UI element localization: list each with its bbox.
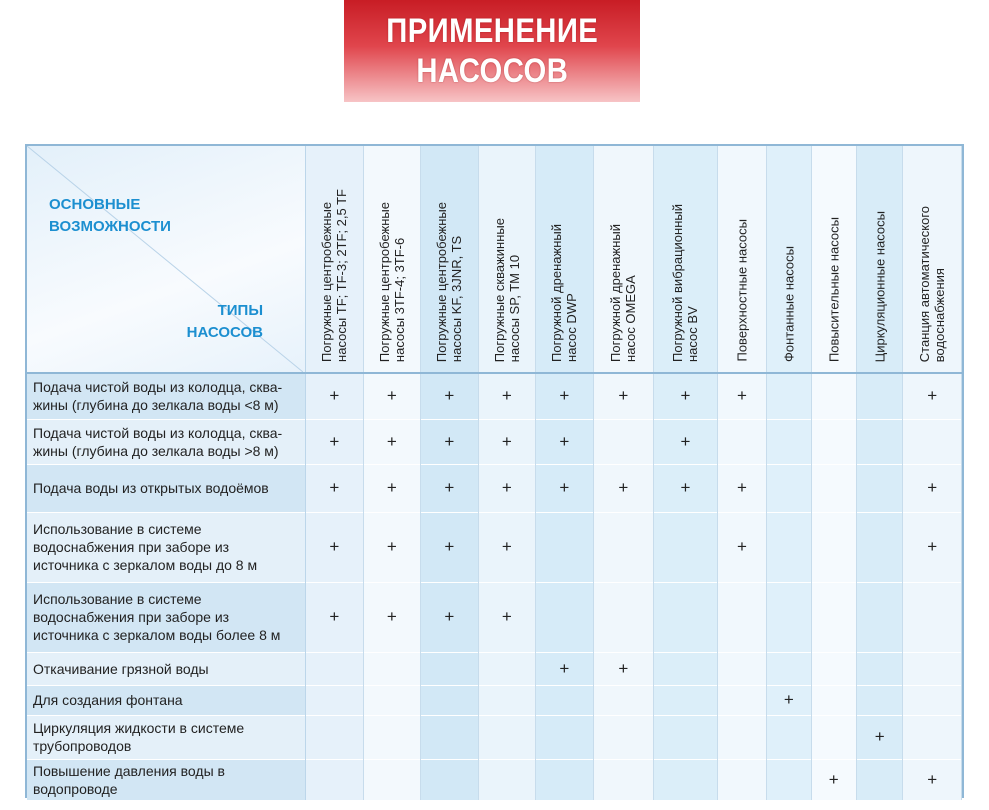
table-cell: + (903, 464, 962, 512)
table-cell (811, 373, 856, 419)
table-cell (654, 759, 718, 800)
table-cell (536, 715, 594, 759)
table-cell (421, 685, 479, 715)
table-cell: + (306, 512, 364, 582)
table-cell: + (717, 373, 766, 419)
table-cell: + (306, 419, 364, 464)
table-cell (856, 759, 902, 800)
column-header-label: Повысительные насосы (826, 216, 842, 362)
column-header (421, 146, 479, 373)
table-cell (421, 715, 479, 759)
table-cell (717, 419, 766, 464)
table-cell: + (421, 582, 479, 652)
table-cell: + (903, 373, 962, 419)
row-label: Для создания фонтана (27, 685, 306, 715)
table-row (27, 652, 962, 685)
table-cell: + (767, 685, 811, 715)
table-cell (903, 419, 962, 464)
table-cell (767, 512, 811, 582)
table-cell (593, 759, 654, 800)
table-cell (478, 715, 536, 759)
table (27, 146, 962, 800)
column-header-label: Станция автоматического водоснабжения (917, 205, 948, 362)
table-row (27, 582, 962, 652)
table-cell: + (593, 373, 654, 419)
table-cell: + (536, 373, 594, 419)
table-cell: + (903, 512, 962, 582)
table-cell (717, 685, 766, 715)
title-line-2: НАСОСОВ (416, 52, 568, 90)
row-label: Использование в системе водоснабжения при заборе из источника с зеркалом воды более 8 м (27, 582, 306, 652)
table-cell (306, 759, 364, 800)
table-cell: + (421, 464, 479, 512)
table-cell (811, 652, 856, 685)
table-cell: + (478, 512, 536, 582)
row-label: Подача воды из открытых водоёмов (27, 464, 306, 512)
column-header-label: Погружные скважинные насосы SP, TM 10 (491, 217, 522, 362)
corner-top-label (49, 194, 171, 238)
table-cell (856, 512, 902, 582)
table-body (27, 373, 962, 800)
table-cell: + (536, 464, 594, 512)
table-cell: + (717, 464, 766, 512)
table-cell: + (478, 419, 536, 464)
table-cell (306, 715, 364, 759)
table-cell (811, 512, 856, 582)
table-cell: + (363, 373, 421, 419)
row-label: Циркуляция жидкости в системе трубопроводов (27, 715, 306, 759)
corner-bottom-line-1: ТИПЫ (217, 302, 264, 319)
table-cell (306, 685, 364, 715)
table-cell: + (421, 512, 479, 582)
table-cell (536, 759, 594, 800)
table-cell (717, 582, 766, 652)
table-cell (856, 464, 902, 512)
table-cell (903, 582, 962, 652)
table-row (27, 715, 962, 759)
table-cell: + (306, 464, 364, 512)
table-cell: + (478, 464, 536, 512)
table-row (27, 759, 962, 800)
table-cell: + (421, 373, 479, 419)
table-cell: + (654, 373, 718, 419)
corner-top-line-1: ОСНОВНЫЕ (49, 196, 141, 213)
table-cell (536, 582, 594, 652)
table-cell (593, 512, 654, 582)
table-cell: + (363, 419, 421, 464)
table-cell: + (654, 419, 718, 464)
table-cell (306, 652, 364, 685)
column-header (363, 146, 421, 373)
pump-application-table (25, 144, 964, 798)
table-cell (856, 652, 902, 685)
table-cell (717, 715, 766, 759)
row-label: Откачивание грязной воды (27, 652, 306, 685)
table-cell (767, 419, 811, 464)
table-cell (536, 685, 594, 715)
table-cell (767, 582, 811, 652)
table-cell (856, 582, 902, 652)
column-header (306, 146, 364, 373)
corner-header (27, 146, 306, 373)
table-cell (478, 652, 536, 685)
table-cell: + (654, 464, 718, 512)
table-cell (363, 715, 421, 759)
corner-bottom-label (187, 300, 263, 344)
table-cell (654, 715, 718, 759)
row-label: Подача чистой воды из колодца, сква- жины (глубина до зелкала воды >8 м) (27, 419, 306, 464)
table-cell (856, 373, 902, 419)
corner-top-line-2: ВОЗМОЖНОСТИ (49, 218, 171, 235)
column-header-label: Циркуляционные насосы (872, 210, 888, 362)
table-cell: + (593, 652, 654, 685)
table-cell: + (478, 373, 536, 419)
column-header-label: Погружной вибрационный насос BV (670, 204, 701, 362)
table-cell (811, 685, 856, 715)
table-cell (856, 419, 902, 464)
table-cell: + (363, 582, 421, 652)
table-cell (654, 582, 718, 652)
table-cell (767, 715, 811, 759)
table-cell: + (593, 464, 654, 512)
column-header (717, 146, 766, 373)
table-cell (811, 419, 856, 464)
table-cell (856, 685, 902, 715)
table-cell (654, 685, 718, 715)
column-header-label: Погружные центробежные насосы TF; TF-3; 2TF; 2,5 TF (319, 189, 350, 362)
column-header-label: Фонтанные насосы (781, 245, 797, 362)
table-cell (421, 759, 479, 800)
table-cell (363, 759, 421, 800)
table-cell (593, 715, 654, 759)
table-cell (478, 685, 536, 715)
table-cell (903, 715, 962, 759)
table-cell (767, 759, 811, 800)
table-cell (903, 685, 962, 715)
table-row (27, 685, 962, 715)
column-header (903, 146, 962, 373)
table-cell (903, 652, 962, 685)
column-header-label: Погружной дренажный насос OMEGA (608, 224, 639, 362)
table-cell (654, 652, 718, 685)
table-cell (593, 685, 654, 715)
title-banner (344, 0, 640, 102)
table-row (27, 419, 962, 464)
column-header (654, 146, 718, 373)
table-cell (811, 715, 856, 759)
table-cell: + (536, 652, 594, 685)
row-label: Подача чистой воды из колодца, сква- жины (глубина до зелкала воды <8 м) (27, 373, 306, 419)
table-cell (363, 652, 421, 685)
table-cell (717, 652, 766, 685)
table-cell (767, 373, 811, 419)
table-cell: + (811, 759, 856, 800)
table-cell: + (306, 582, 364, 652)
column-header (536, 146, 594, 373)
table-cell (654, 512, 718, 582)
column-header-label: Поверхностные насосы (734, 219, 750, 362)
table-cell (767, 652, 811, 685)
table-cell: + (536, 419, 594, 464)
column-header (767, 146, 811, 373)
table-cell (478, 759, 536, 800)
column-header (593, 146, 654, 373)
table-cell (811, 464, 856, 512)
corner-bottom-line-2: НАСОСОВ (186, 324, 264, 341)
table-cell (811, 582, 856, 652)
table-cell: + (306, 373, 364, 419)
table-cell (593, 582, 654, 652)
table-cell (421, 652, 479, 685)
table-cell: + (421, 419, 479, 464)
table-cell: + (903, 759, 962, 800)
table-cell (717, 759, 766, 800)
table-cell: + (717, 512, 766, 582)
column-header (856, 146, 902, 373)
column-header (478, 146, 536, 373)
table-cell (536, 512, 594, 582)
column-header-label: Погружные центробежные насосы KF, 3JNR, TS (434, 201, 465, 362)
table-row (27, 512, 962, 582)
column-header-label: Погружной дренажный насос DWP (549, 224, 580, 362)
table-cell: + (363, 464, 421, 512)
table-row (27, 464, 962, 512)
row-label: Повышение давления воды в водопроводе (27, 759, 306, 800)
table-cell (363, 685, 421, 715)
header-row (27, 146, 962, 373)
title-line-1: ПРИМЕНЕНИЕ (386, 12, 598, 50)
column-header (811, 146, 856, 373)
table-cell (767, 464, 811, 512)
row-label: Использование в системе водоснабжения при заборе из источника с зеркалом воды до 8 м (27, 512, 306, 582)
table-row (27, 373, 962, 419)
table-cell: + (856, 715, 902, 759)
table-cell: + (478, 582, 536, 652)
table-cell (593, 419, 654, 464)
table-cell: + (363, 512, 421, 582)
column-header-label: Погружные центробежные насосы 3TF-4; 3TF-6 (376, 201, 407, 362)
